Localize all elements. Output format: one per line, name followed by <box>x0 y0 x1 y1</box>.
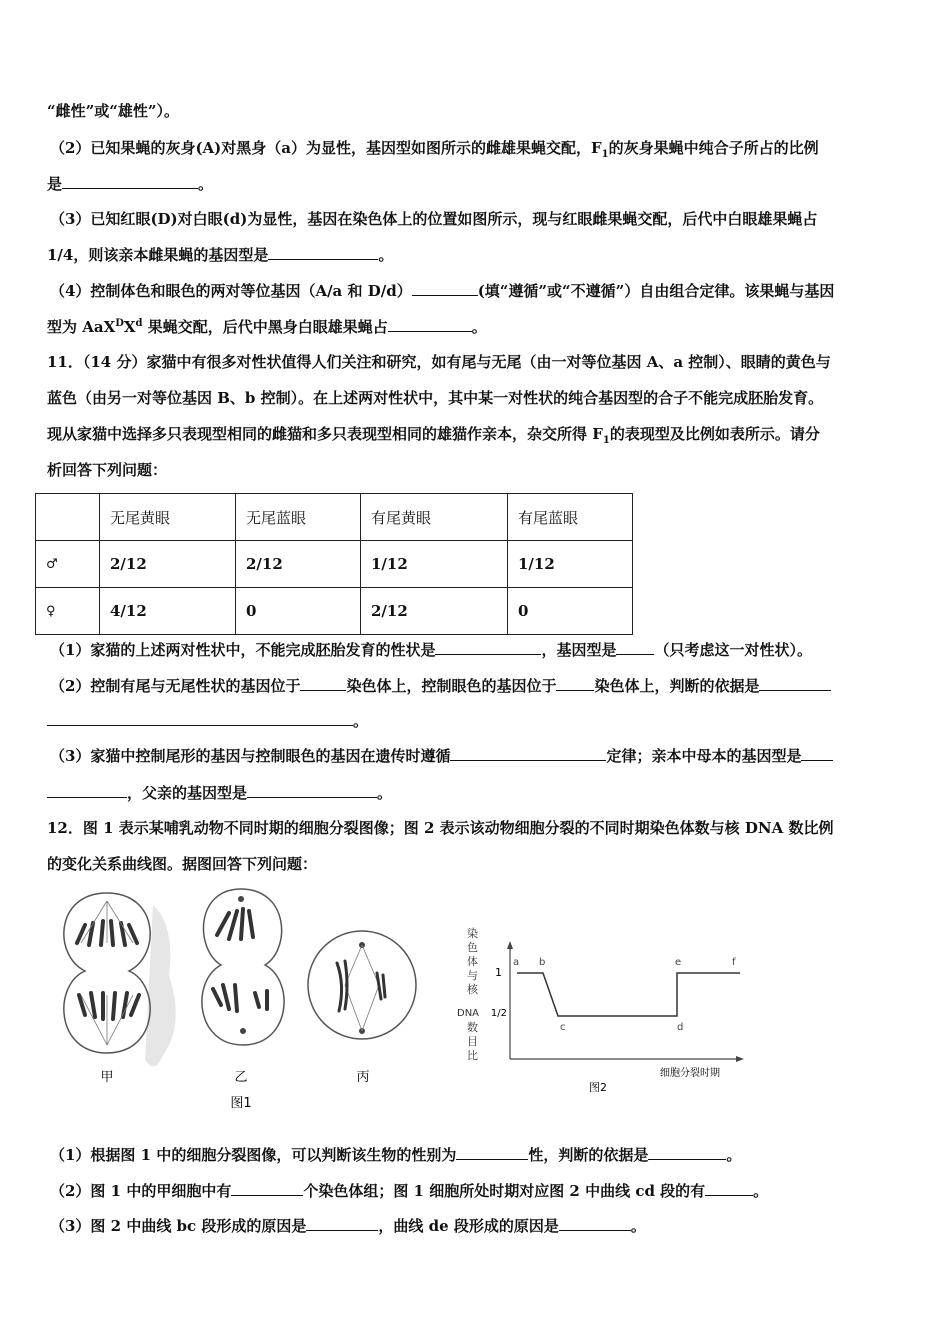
q11-sub2-line2: 。 <box>47 711 368 731</box>
y-label-char: 与 <box>467 969 478 982</box>
curve-point-label-c: c <box>560 1022 566 1033</box>
answer-blank[interactable] <box>435 640 541 655</box>
q11-intro-line2: 蓝色（由另一对等位基因 B、b 控制）。在上述两对性状中，其中某一对性状的纯合基因型的合子不能完成胚胎发育。 <box>47 389 824 407</box>
answer-blank[interactable] <box>306 1216 378 1231</box>
answer-blank[interactable] <box>47 783 127 798</box>
answer-blank[interactable] <box>705 1181 753 1196</box>
q12-sub3: （3）图 2 中曲线 bc 段形成的原因是 ，曲线 de 段形成的原因是 。 <box>50 1217 646 1235</box>
answer-blank[interactable] <box>616 640 654 655</box>
centrosome <box>240 1028 246 1034</box>
q11-intro-line1: 11．（14 分）家猫中有很多对性状值得人们关注和研究，如有尾与无尾（由一对等位基因 A、a 控制）、眼睛的黄色与 <box>47 353 831 371</box>
y-label-char: 染 <box>467 927 478 940</box>
q11-intro-line4: 析回答下列问题： <box>47 461 168 479</box>
table-header-cell: 无尾黄眼 <box>100 494 236 541</box>
y-tick-1: 1 <box>495 966 502 979</box>
ratio-curve-line <box>517 973 740 1016</box>
y-label-char: 体 <box>467 955 478 968</box>
table-cell: 2/12 <box>236 541 361 588</box>
q10-part4: （4）控制体色和眼色的两对等位基因（A/a 和 D/d） (填“遵循”或“不遵循”）自由组合定律。该果蝇与基因 <box>50 282 835 300</box>
cell-label-jia: 甲 <box>100 1070 114 1085</box>
q10-part3-line2: 1/4，则该亲本雌果蝇的基因型是 。 <box>47 246 394 264</box>
answer-blank[interactable] <box>559 1216 631 1231</box>
y-tick-half: 1/2 <box>490 1008 507 1019</box>
q12-intro-line2: 的变化关系曲线图。据图回答下列问题： <box>47 855 318 873</box>
figure-1-caption: 图1 <box>230 1096 252 1110</box>
y-label-char: 核 <box>467 983 478 996</box>
answer-blank[interactable] <box>300 676 346 691</box>
q12-sub2: （2）图 1 中的甲细胞中有 个染色体组；图 1 细胞所处时期对应图 2 中曲线 cd 段的有 。 <box>50 1182 769 1200</box>
y-label-dna: DNA <box>457 1008 480 1019</box>
cell-yi <box>202 889 284 1045</box>
answer-blank[interactable] <box>801 746 833 761</box>
answer-blank[interactable] <box>247 783 377 798</box>
y-label-char: 目 <box>467 1035 478 1048</box>
q11-sub2: （2）控制有尾与无尾性状的基因位于 染色体上，控制眼色的基因位于 染色体上，判断的依据是 <box>50 676 831 696</box>
chromosomes-bottom <box>213 985 267 1011</box>
answer-blank[interactable] <box>759 676 831 691</box>
answer-blank[interactable] <box>556 676 594 691</box>
q12-intro-line1: 12．图 1 表示某哺乳动物不同时期的细胞分裂图像；图 2 表示该动物细胞分裂的不同时期染色体数与核 DNA 数比例 <box>47 819 834 837</box>
figure-1-cell-images <box>45 885 435 1110</box>
y-label-char: 比 <box>467 1049 478 1062</box>
answer-blank[interactable] <box>412 281 478 296</box>
curve-point-label-e: e <box>675 957 682 968</box>
table-row <box>36 541 633 588</box>
x-axis-arrow <box>736 1056 744 1062</box>
table-header-cell <box>36 494 100 541</box>
figure-2-chart <box>455 915 755 1100</box>
cell-bing <box>308 931 416 1039</box>
cell-label-bing: 丙 <box>356 1070 370 1085</box>
answer-blank[interactable] <box>268 245 378 260</box>
centrosome <box>238 896 244 902</box>
cell-label-yi: 乙 <box>234 1070 248 1085</box>
curve-point-label-b: b <box>539 957 546 968</box>
table-header-cell: 有尾蓝眼 <box>508 494 633 541</box>
table-cell-sex: ♂ <box>36 541 100 588</box>
q12-sub1: （1）根据图 1 中的细胞分裂图像，可以判断该生物的性别为 性，判断的依据是 。 <box>50 1146 742 1164</box>
q11-sub3-line2: ，父亲的基因型是 。 <box>47 783 392 803</box>
chromosomes-bottom <box>79 993 139 1019</box>
y-axis-label <box>457 926 479 1062</box>
table-header-cell: 有尾黄眼 <box>361 494 508 541</box>
curve-point-label-f: f <box>732 957 736 968</box>
y-label-char: 色 <box>467 941 478 954</box>
answer-blank[interactable] <box>62 174 198 189</box>
table-cell: 4/12 <box>100 588 236 635</box>
answer-blank[interactable] <box>388 317 472 332</box>
table-cell: 2/12 <box>100 541 236 588</box>
figure-2-caption: 图2 <box>589 1081 607 1094</box>
phenotype-table <box>35 493 633 635</box>
table-cell: 0 <box>236 588 361 635</box>
table-cell: 0 <box>508 588 633 635</box>
chromosomes-top <box>217 909 253 939</box>
q11-intro-line3: 现从家猫中选择多只表现型相同的雌猫和多只表现型相同的雄猫作亲本，杂交所得 $F_1$的表现型及比例如表所示。请分 <box>47 425 820 446</box>
answer-blank[interactable] <box>47 711 353 726</box>
q10-line-answer-choice: “雌性”或“雄性”）。 <box>47 102 180 120</box>
cell-jia <box>64 893 150 1053</box>
q10-part2: （2）已知果蝇的灰身(A)对黑身（a）为显性，基因型如图所示的雌雄果蝇交配，$F_1$的灰身果蝇中纯合子所占的比例 <box>50 139 819 160</box>
answer-blank[interactable] <box>231 1181 303 1196</box>
table-cell: 1/12 <box>508 541 633 588</box>
q10-part3: （3）已知红眼(D)对白眼(d)为显性，基因在染色体上的位置如图所示，现与红眼雌果蝇交配，后代中白眼雄果蝇占 <box>50 210 818 228</box>
chromosomes <box>337 961 385 1011</box>
answer-blank[interactable] <box>450 746 606 761</box>
table-cell: 1/12 <box>361 541 508 588</box>
q11-sub1: （1）家猫的上述两对性状中，不能完成胚胎发育的性状是 ，基因型是 （只考虑这一对性状）。 <box>50 641 812 659</box>
answer-blank[interactable] <box>648 1145 726 1160</box>
q10-part4-line2: 型为 $AaX^DX^d$ 果蝇交配，后代中黑身白眼雄果蝇占 。 <box>47 318 487 336</box>
curve-point-label-a: a <box>513 957 520 968</box>
y-axis-arrow <box>507 941 513 949</box>
q11-sub3: （3）家猫中控制尾形的基因与控制眼色的基因在遗传时遵循 定律；亲本中母本的基因型是 <box>50 746 833 766</box>
spindle <box>81 901 133 1045</box>
table-header-cell: 无尾蓝眼 <box>236 494 361 541</box>
y-label-char: 数 <box>467 1021 478 1034</box>
q10-part2-blank-line: 是 。 <box>47 175 214 193</box>
curve-point-label-d: d <box>677 1022 684 1033</box>
table-header-row <box>36 494 633 541</box>
table-cell: 2/12 <box>361 588 508 635</box>
answer-blank[interactable] <box>456 1145 528 1160</box>
table-row <box>36 588 633 635</box>
table-cell-sex: ♀ <box>36 588 100 635</box>
curve-point-labels <box>513 957 736 1033</box>
x-axis-label: 细胞分裂时期 <box>660 1068 720 1079</box>
